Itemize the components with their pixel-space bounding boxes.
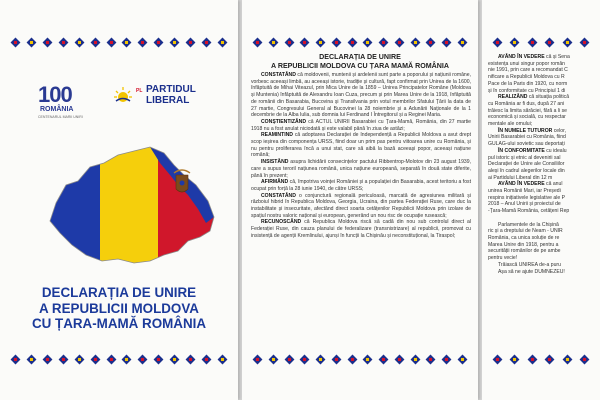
back-text-line xyxy=(488,155,600,162)
ornament-motif-icon xyxy=(362,354,373,365)
back-line-text: trăiesc la limita sărăciei, fără a li se xyxy=(488,107,567,114)
back-text-line xyxy=(488,248,600,255)
ornament-motif-icon xyxy=(10,37,21,48)
ornament-motif-icon xyxy=(169,37,180,48)
ornament-motif-icon xyxy=(201,37,212,48)
back-line-text: GULAG-ului sovietic sau deportați xyxy=(488,141,565,148)
back-line-text: ric și a dreptului de Neam - UNIR xyxy=(488,228,563,235)
ornament-motif-icon xyxy=(58,354,69,365)
ornament-motif-icon xyxy=(137,354,148,365)
ornament-motif-icon xyxy=(10,354,21,365)
ornament-motif-icon xyxy=(441,354,452,365)
ornament-motif-icon xyxy=(26,354,37,365)
ornament-motif-icon xyxy=(378,354,389,365)
back-text-line xyxy=(488,201,600,208)
back-text-line xyxy=(488,101,600,108)
ornament-motif-icon xyxy=(315,354,326,365)
back-line-text: 2018 – Anul Unirii și proiectul de xyxy=(488,201,561,208)
party-logo xyxy=(114,84,214,114)
ornament-border-top xyxy=(0,36,238,48)
back-text-line xyxy=(488,228,600,235)
back-text-line xyxy=(488,222,600,229)
ornament-motif-icon xyxy=(153,354,164,365)
ornament-motif-icon xyxy=(331,37,342,48)
ornament-border-bottom xyxy=(242,353,478,365)
ornament-motif-icon xyxy=(441,37,452,48)
cover-title-line3: CU ȚARA-MAMĂ ROMÂNIA xyxy=(31,316,207,331)
back-text-line xyxy=(488,262,600,269)
ornament-motif-icon xyxy=(394,354,405,365)
back-line-text: aleși în cadrul alegerilor locale din xyxy=(488,167,565,174)
paragraph-text: asupra lichidării consecințelor pactului Ribbentrop-Molotov din 23 august 1939, care a supus teroril națiunea română, unica națiune europeană, separată în două state diferite, până în prezent; xyxy=(251,159,471,179)
paragraph-lead: AFIRMÂND xyxy=(261,179,289,186)
ornament-motif-icon xyxy=(527,354,538,365)
back-line-lead: ÎN CONFORMITATE xyxy=(498,147,545,154)
back-text-line xyxy=(488,74,600,81)
back-line-text: pul istoric și etnic al devenirii sal xyxy=(488,154,561,161)
ornament-motif-icon xyxy=(201,354,212,365)
back-line-text: Unirii Basarabiei cu România, fiind xyxy=(488,134,566,141)
paragraph-text: o conjunctură regională periculoasă, marcată de agresiunea militară și războiul hibrid în Republica Moldova, Georgia, Ucraina, din partea Federației Ruse, care duc la instabilitate și insecuritate, afectând direct soarta cetățenilor Republicii Moldova prin izolare de spațiul nostru valoric național și european, generând un nou risc de ocupație rusească; xyxy=(251,192,471,219)
ornament-motif-icon xyxy=(394,37,405,48)
back-text-line xyxy=(488,81,600,88)
back-line-text: unirea Românii Mari, iar Președi xyxy=(488,188,561,195)
back-text-line xyxy=(488,134,600,141)
ornament-border-top xyxy=(482,36,600,48)
ornament-motif-icon xyxy=(347,37,358,48)
back-text-line xyxy=(488,215,600,222)
ornament-motif-icon xyxy=(42,37,53,48)
declaration-panel xyxy=(242,0,478,400)
back-text-line xyxy=(488,67,600,74)
ornament-motif-icon xyxy=(90,354,101,365)
back-line-text: securității românilor de pe ambe xyxy=(488,248,561,255)
ornament-motif-icon xyxy=(562,354,573,365)
ornament-motif-icon xyxy=(106,37,117,48)
ornament-motif-icon xyxy=(527,37,538,48)
back-text-line xyxy=(488,181,600,188)
paragraph-text: că, împotriva voinței României și a populației din Basarabia, acest teritoriu a fost ocupat prin forță la 28 iunie 1940, de către URSS; xyxy=(251,179,471,192)
ornament-motif-icon xyxy=(121,354,132,365)
paragraph-lead: RECUNOSCÂND xyxy=(261,219,302,226)
paragraph xyxy=(251,179,471,192)
back-text-line xyxy=(488,208,600,215)
back-text-line xyxy=(488,188,600,195)
ornament-motif-icon xyxy=(169,354,180,365)
back-line-text: respins inițiativele legislative ale P xyxy=(488,194,566,201)
ornament-motif-icon xyxy=(58,37,69,48)
back-line-text: și în conformitate cu Principiul 1 di xyxy=(488,87,566,94)
back-line-text: cu România ar fi dus, după 27 ani xyxy=(488,100,565,107)
ornament-motif-icon xyxy=(26,37,37,48)
ornament-motif-icon xyxy=(252,354,263,365)
ornament-motif-icon xyxy=(562,37,573,48)
back-line-text: nificare a Republicii Moldova cu R xyxy=(488,74,565,81)
paragraph-text: că adoptarea Declarației de Independență a Republicii Moldova a avut drept scop ieșirea din componența URSS, fiind doar un prim pas pentru viitoarea unire cu România, și nu pentru proliferarea încă a unui stat, care să aibă la bază aceeași popor, aceeași națiune română; xyxy=(251,132,471,159)
back-text-line xyxy=(488,168,600,175)
ornament-motif-icon xyxy=(121,37,132,48)
ornament-border-bottom xyxy=(482,353,600,365)
centenary-country: ROMÂNIA xyxy=(40,106,74,113)
back-text-line xyxy=(488,269,600,276)
paragraph-lead: CONSTATÂND xyxy=(261,72,296,78)
ornament-motif-icon xyxy=(299,354,310,365)
back-line-lead: ÎN NUMELE TUTUROR xyxy=(498,127,553,134)
back-line-text: Trăiască UNIREA de-a puru xyxy=(498,261,561,268)
paragraph xyxy=(251,132,471,159)
ornament-motif-icon xyxy=(410,37,421,48)
ornament-motif-icon xyxy=(299,37,310,48)
ornament-motif-icon xyxy=(492,37,503,48)
back-text-line xyxy=(488,61,600,68)
declaration-body xyxy=(251,72,471,240)
back-line-text: Parlamentele de la Chișină xyxy=(498,221,559,228)
ornament-motif-icon xyxy=(544,37,555,48)
ornament-motif-icon xyxy=(425,37,436,48)
ornament-motif-icon xyxy=(378,37,389,48)
back-text-line xyxy=(488,94,600,101)
sun-icon xyxy=(114,86,132,104)
party-name-line2: LIBERAL xyxy=(146,95,190,106)
declaration-heading xyxy=(250,53,470,70)
paragraph xyxy=(251,219,471,239)
back-text-line xyxy=(488,54,600,61)
ornament-motif-icon xyxy=(185,354,196,365)
ornament-motif-icon xyxy=(185,37,196,48)
centenary-tagline: CENTENARUL MARII UNIRI xyxy=(38,115,83,119)
ornament-motif-icon xyxy=(217,354,228,365)
ornament-motif-icon xyxy=(252,37,263,48)
ornament-border-bottom xyxy=(0,353,238,365)
declaration-heading-line2: A REPUBLICII MOLDOVA CU ȚARA MAMĂ ROMÂNIA xyxy=(271,61,449,70)
back-line-text: Pace de la Paris din 1920, cu norm xyxy=(488,80,568,87)
paragraph-lead: CONSTATÂND xyxy=(261,192,296,199)
party-name-line1: PARTIDUL xyxy=(146,84,196,95)
ornament-motif-icon xyxy=(347,354,358,365)
back-text-line xyxy=(488,161,600,168)
centenary-logo xyxy=(38,82,88,128)
paragraph xyxy=(251,72,471,119)
back-line-lead: AVÂND ÎN VEDERE xyxy=(498,54,545,60)
ornament-motif-icon xyxy=(579,354,590,365)
ornament-border-top xyxy=(242,36,478,48)
back-text-line xyxy=(488,141,600,148)
ornament-motif-icon xyxy=(544,354,555,365)
back-text-line xyxy=(488,114,600,121)
paragraph-lead: CONȘTIENTIZÂND xyxy=(261,118,306,125)
back-text-line xyxy=(488,148,600,155)
back-panel xyxy=(482,0,600,400)
back-line-text: mentale ale omului; xyxy=(488,121,533,128)
back-line-text: existența unui singur popor român xyxy=(488,60,566,67)
ornament-motif-icon xyxy=(492,354,503,365)
cover-panel xyxy=(0,0,238,400)
ornament-motif-icon xyxy=(74,354,85,365)
ornament-motif-icon xyxy=(331,354,342,365)
ornament-motif-icon xyxy=(457,354,468,365)
ornament-motif-icon xyxy=(284,37,295,48)
ornament-motif-icon xyxy=(457,37,468,48)
ornament-motif-icon xyxy=(315,37,326,48)
back-line-text: -Țara-Mamă România, cetățeni Rep xyxy=(488,208,570,215)
back-text-line xyxy=(488,195,600,202)
back-line-lead: REALIZÂND xyxy=(498,94,528,101)
ornament-motif-icon xyxy=(137,37,148,48)
back-line-text: Marea Unire din 1918, pentru a xyxy=(488,241,559,248)
ornament-motif-icon xyxy=(106,354,117,365)
paragraph-lead: INSISTÂND xyxy=(261,159,289,166)
ornament-motif-icon xyxy=(509,354,520,365)
back-text-line xyxy=(488,255,600,262)
ornament-motif-icon xyxy=(90,37,101,48)
ornament-motif-icon xyxy=(268,37,279,48)
back-text-line xyxy=(488,108,600,115)
paragraph-text: că Republica Moldova riscă să cadă din nou sub controlul direct al Federației Ruse, din cauza planului de federalizare (transnistrizare) al republicii, promovat cu insistență de agenții Kremlinului, ajunși în funcții la Chișinău și neconstituțional, la Tiraspol; xyxy=(251,219,471,239)
back-text-line xyxy=(488,235,600,242)
back-text-line xyxy=(488,242,600,249)
party-abbrev: PL xyxy=(136,88,143,94)
back-text-line xyxy=(488,128,600,135)
back-line-text: nie 1991, prin care a recomandat C xyxy=(488,67,568,74)
ornament-motif-icon xyxy=(217,37,228,48)
paragraph-text: că ACTUL UNIRII Basarabiei cu Țara-Mamă, România, din 27 martie 1918 nu a fost anulat niciodată și este valabil până în ziua de astăzi; xyxy=(251,118,471,132)
paragraph-text: că moldovenii, muntenii și ardelenii sunt parte a poporului și națiunii române, vorbesc aceeași limbă, au aceeași istorie, tradiție și cultură, fapt confirmat prin Unirea de la 1600, înfăptuită de Mihai Viteazul, prin Mica Unire de la 1859 – Unirea Principatelor Române (Moldova și Muntenia) înfăptuită de Alexandru Ioan Cuza, precum și prin Marea Unire de la 1918, înfăptuită de românii din Basarabia, Bucovina și Transilvania prin votul membrilor Sfatului Țării la data de 27 martie, Congresului General al Bucovinei la 28 noiembrie și a Adunării Naționale de la 1 decembrie de la Alba Iulia, sub domnia lui Ferdinand I Întregitorul și a Reginei Maria. xyxy=(251,72,471,119)
ornament-motif-icon xyxy=(410,354,421,365)
back-line-text: România, ca unica soluție de re xyxy=(488,234,560,241)
cover-title xyxy=(8,285,230,332)
back-line-text: că anul xyxy=(544,181,563,188)
back-line-text: că situația politică xyxy=(527,94,570,101)
ornament-motif-icon xyxy=(362,37,373,48)
back-line-text: cu idealu xyxy=(544,147,567,154)
cover-title-line1: DECLARAȚIA DE UNIRE xyxy=(41,285,197,300)
back-line-text: economică și socială, cu respectar xyxy=(488,114,566,121)
back-line-text: celor, xyxy=(552,127,566,134)
back-line-text: că și Sena xyxy=(544,54,570,60)
back-body xyxy=(488,54,600,275)
back-text-line xyxy=(488,121,600,128)
cover-title-line2: A REPUBLICII MOLDOVA xyxy=(39,300,199,316)
ornament-motif-icon xyxy=(42,354,53,365)
paragraph-lead: REAMINTIND xyxy=(261,132,293,139)
ornament-motif-icon xyxy=(425,354,436,365)
ornament-motif-icon xyxy=(284,354,295,365)
romania-moldova-map-icon xyxy=(38,145,218,270)
paragraph xyxy=(251,193,471,220)
paragraph xyxy=(251,119,471,132)
back-line-text: Declarației de Unire ale Consiliilor xyxy=(488,161,565,168)
ornament-motif-icon xyxy=(74,37,85,48)
back-line-text: ai Partidului Liberal din 12 m xyxy=(488,174,553,181)
ornament-motif-icon xyxy=(268,354,279,365)
back-line-lead: AVÂND ÎN VEDERE xyxy=(498,181,545,188)
ornament-motif-icon xyxy=(153,37,164,48)
centenary-number: 100 xyxy=(38,82,72,107)
back-line-text: Așa să ne ajute DUMNEZEU! xyxy=(498,268,565,275)
ornament-motif-icon xyxy=(509,37,520,48)
declaration-heading-line1: DECLARAȚIA DE UNIRE xyxy=(319,53,401,61)
ornament-motif-icon xyxy=(579,37,590,48)
back-line-text: pentru vecie! xyxy=(488,255,518,262)
paragraph xyxy=(251,159,471,179)
